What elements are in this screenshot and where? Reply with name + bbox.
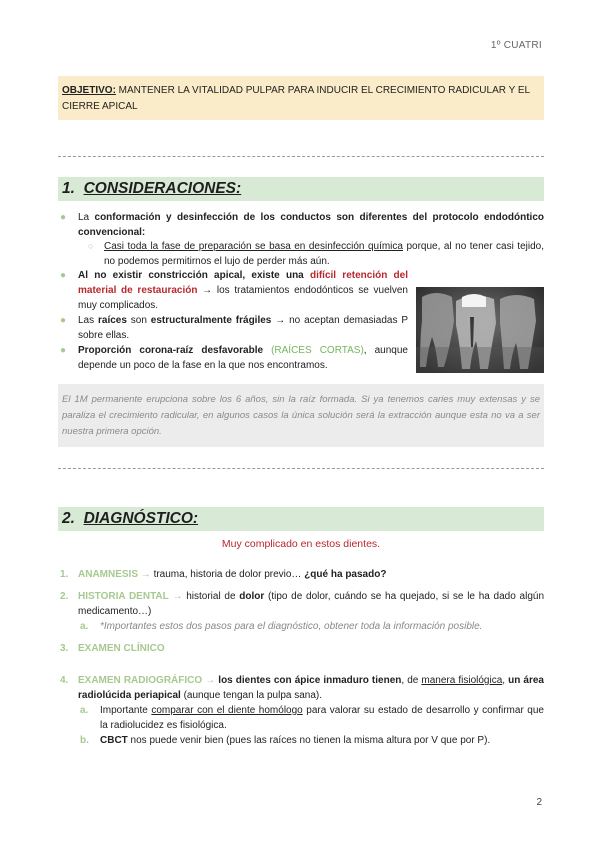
bullet-text: → no aceptan demasiadas P sobre ellas. [78,315,408,341]
list-text: historial de [186,591,240,602]
page-number: 2 [536,797,542,808]
sub-list-letter: a. [80,621,89,632]
sub-list-text: *Importantes estos dos pasos para el diagnóstico, obtener toda la información posible. [100,621,483,632]
bullet-text: , aunque depende un poco de la fase en la que nos encontramos. [78,345,408,371]
arrow-icon: → [197,285,217,296]
list-underlined: manera fisiológica [421,675,503,686]
bullet-text: los tratamientos endodónticos se vuelven muy complicados. [78,285,408,311]
bullet-bold: estructuralmente frágiles [150,315,272,326]
section-heading-consideraciones [58,177,544,201]
sub-list-underlined: comparar con el diente homólogo [151,705,303,716]
bullet-icon: ● [60,315,67,326]
sub-item-comparar [80,703,544,733]
bullet-icon: ● [60,345,67,356]
bullet-green-text: (RAÍCES CORTAS) [263,345,364,356]
sub-list-bold: CBCT [100,735,128,746]
list-text: (aunque tengan la pulpa sana). [180,690,323,701]
bullet-item-proporcion [60,343,408,373]
list-number: 1. [60,569,69,580]
bullet-bold: conformación y desinfección de los conductos son diferentes del protocolo endodóntico convencional: [78,212,544,238]
section-title: DIAGNÓSTICO: [83,510,199,527]
sub-bullet-underlined: Casi toda la fase de preparación se basa en desinfección química [104,241,403,252]
bullet-text: La [78,212,95,223]
sub-list-letter: a. [80,705,89,716]
list-item-examen-clinico [60,641,544,656]
list-label: HISTORIA DENTAL [78,591,169,602]
section-heading-diagnostico [58,507,544,531]
list-label: ANAMNESIS [78,569,139,580]
list-number: 2. [60,591,69,602]
bullet-item-constriccion [60,268,408,313]
sub-item-importantes [80,619,544,634]
list-item-anamnesis [60,567,544,582]
list-label: EXAMEN CLÍNICO [78,643,165,654]
sub-list-text: nos puede venir bien (pues las raíces no tienen la misma altura por V que por P). [127,735,491,746]
list-bold: los dientes con ápice inmaduro tienen [218,675,402,686]
list-bold: dolor [239,591,265,602]
list-text: trauma, historia de dolor previo… [153,569,305,580]
list-bold: ¿qué ha pasado? [304,569,387,580]
arrow-icon: → [202,675,219,686]
sub-bullet-icon: ○ [88,241,94,251]
bullet-text: son [126,315,151,326]
list-number: 3. [60,643,69,654]
header-tag: 1º CUATRI [490,40,542,51]
note-text: El 1M permanente erupciona sobre los 6 años, sin la raíz formada. Si ya tenemos caries muy extensas y se paraliza el crecimiento radicular, en algunos casos la única solución será la extracción aunque esta no va a ser nuestra primera opción. [62,394,540,437]
list-item-historia-dental [60,589,544,619]
bullet-red-text: difícil retención del material de restauración [78,270,408,296]
sub-list-text: Importante [100,705,152,716]
sub-bullet-preparacion [88,239,544,269]
section-title: CONSIDERACIONES: [83,180,242,197]
list-text: , [502,675,509,686]
bullet-item-raices [60,313,408,343]
bullet-bold: Proporción corona-raíz desfavorable [78,345,264,356]
bullet-bold: Al no existir constricción apical, existe una [78,270,310,281]
objective-label: OBJETIVO: [62,85,116,96]
objective-box [58,76,544,120]
sub-item-cbct [80,733,544,748]
arrow-icon: → [168,591,187,602]
section-number: 2. [62,510,75,527]
list-text: , de [401,675,422,686]
list-number: 4. [60,675,69,686]
bullet-icon: ● [60,270,67,281]
bullet-text: Las [78,315,98,326]
list-bold: un área radiolúcida periapical [78,675,544,701]
bullet-item-conformacion [60,210,544,240]
objective-text: MANTENER LA VITALIDAD PULPAR PARA INDUCIR EL CRECIMIENTO RADICULAR Y EL CIERRE APICAL [62,85,530,112]
sub-list-text: para valorar su estado de desarrollo y confirmar que la radiolucidez es fisiológica. [100,705,544,731]
sub-list-letter: b. [80,735,89,746]
sub-bullet-text: porque, al no tener casi tejido, no podemos permitirnos el lujo de perder más aún. [104,241,544,267]
list-label: EXAMEN RADIOGRÁFICO [78,675,203,686]
list-text: (tipo de dolor, cuándo se ha quejado, si se le ha dado algún medicamento…) [78,591,544,617]
radiograph-image [416,287,544,373]
list-item-examen-radiografico [60,673,544,703]
divider-dashed [58,468,544,469]
divider-dashed [58,156,544,157]
section-number: 1. [62,180,75,197]
arrow-icon: → [138,569,154,580]
bullet-icon: ● [60,212,67,223]
note-box [58,384,544,447]
bullet-bold: raíces [98,315,127,326]
diagnostico-subtitle: Muy complicado en estos dientes. [221,538,381,550]
